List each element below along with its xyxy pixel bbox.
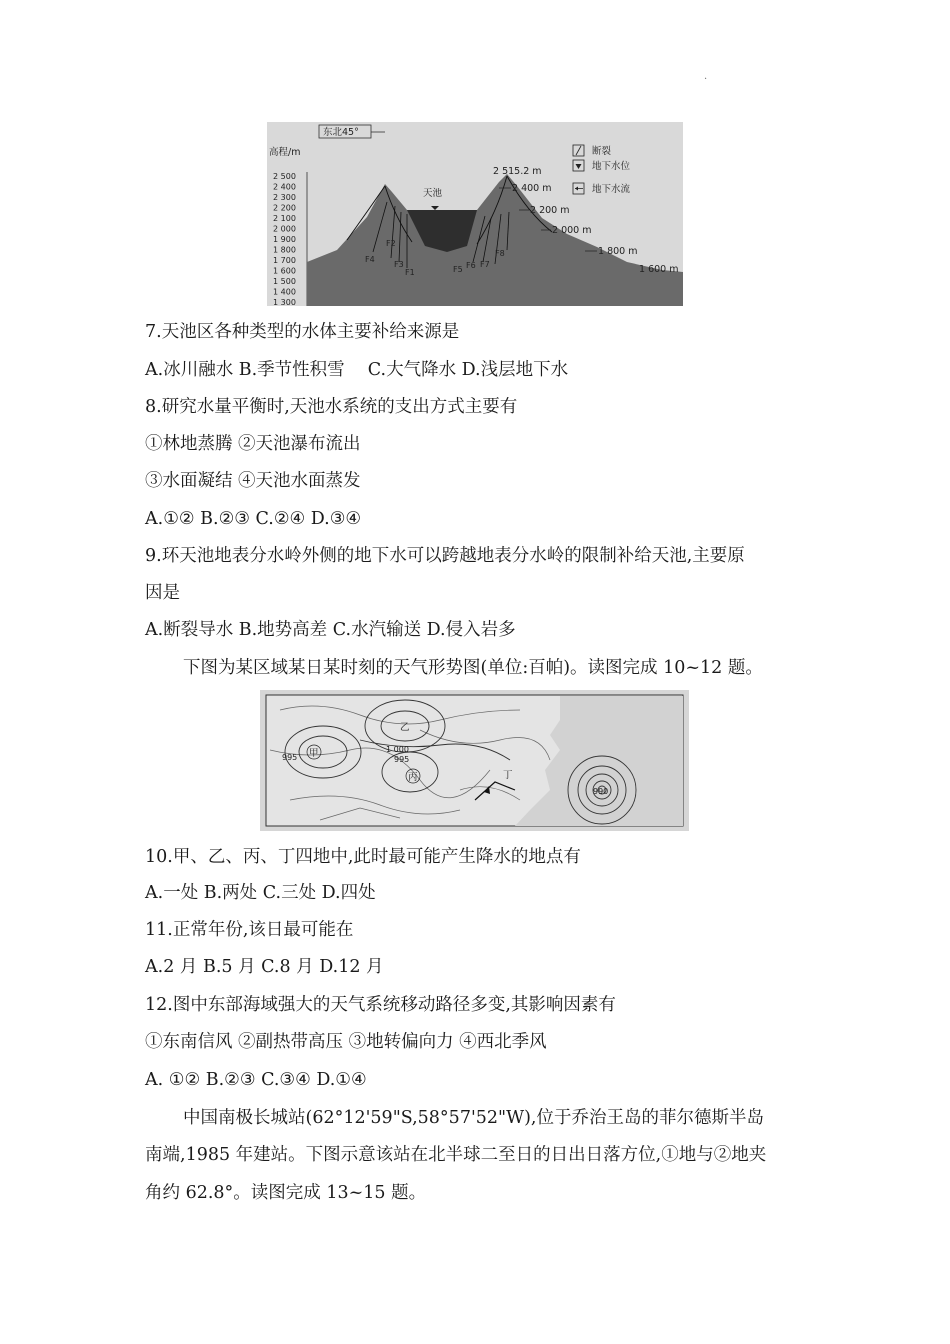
contour-2000: 2 000 m <box>552 225 592 236</box>
weather-intro: 下图为某区域某日某时刻的天气形势图(单位:百帕)。读图完成 10~12 题。 <box>183 658 763 678</box>
y-tick-label: 1 600 <box>273 266 296 276</box>
y-tick-label: 2 400 <box>273 182 296 192</box>
contour-1600: 1 600 m <box>639 264 679 275</box>
fault-label-f5: F5 <box>453 265 463 274</box>
contour-2400: 2 400 m <box>512 183 552 194</box>
scan-dot: · <box>704 74 708 85</box>
tianchi-profile-figure <box>267 122 683 306</box>
fault-label-f1: F1 <box>405 268 415 277</box>
q8-stem: 8.研究水量平衡时,天池水系统的支出方式主要有 <box>145 397 518 417</box>
q8-options: A.①② B.②③ C.②④ D.③④ <box>145 509 362 529</box>
station-intro-line3: 角约 62.8°。读图完成 13~15 题。 <box>145 1183 427 1203</box>
place-label-bing: 丙 <box>408 772 418 783</box>
contour-1800: 1 800 m <box>598 246 638 257</box>
contour-2200: 2 200 m <box>530 205 570 216</box>
q9-stem-line2: 因是 <box>145 583 180 603</box>
direction-label: 东北45° <box>323 127 359 138</box>
y-tick-label: 1 400 <box>273 287 296 297</box>
y-tick-label: 2 300 <box>273 193 296 202</box>
q12-options: A. ①② B.②③ C.③④ D.①④ <box>145 1070 367 1090</box>
isobar-label-995-a: 995 <box>394 755 410 764</box>
q9-stem-line1: 9.环天池地表分水岭外侧的地下水可以跨越地表分水岭的限制补给天池,主要原 <box>145 546 745 566</box>
q9-options: A.断裂导水 B.地势高差 C.水汽输送 D.侵入岩多 <box>145 620 516 640</box>
station-intro-line2: 南端,1985 年建站。下图示意该站在北半球二至日的日出日落方位,①地与②地夹 <box>145 1145 767 1165</box>
fault-label-f7: F7 <box>480 260 490 269</box>
fault-label-f6: F6 <box>466 261 476 270</box>
isobar-label-1000: 1 000 <box>386 745 409 754</box>
y-tick-label: 1 800 <box>273 245 296 255</box>
place-label-ding: 丁 <box>503 770 513 781</box>
q11-stem: 11.正常年份,该日最可能在 <box>145 920 354 940</box>
fault-label-f8: F8 <box>495 249 505 258</box>
lake-label: 天池 <box>423 188 443 199</box>
place-label-jia: 甲 <box>309 748 319 759</box>
fault-label-f4: F4 <box>365 255 375 264</box>
y-tick-label: 1 900 <box>273 235 296 244</box>
weather-map-figure <box>260 690 689 831</box>
q11-options: A.2 月 B.5 月 C.8 月 D.12 月 <box>145 957 384 977</box>
y-tick-label: 2 500 <box>273 172 296 181</box>
q7-options: A.冰川融水 B.季节性积雪 C.大气降水 D.浅层地下水 <box>145 360 569 380</box>
q8-items-1: ①林地蒸腾 ②天池瀑布流出 <box>145 434 361 454</box>
y-tick-label: 1 300 <box>273 298 296 306</box>
fault-label-f3: F3 <box>394 260 404 269</box>
isobar-label-990: 990 <box>593 787 609 796</box>
y-tick-label: 2 000 <box>273 224 296 234</box>
fault-label-f2: F2 <box>386 239 396 248</box>
station-intro-line1: 中国南极长城站(62°12'59"S,58°57'52"W),位于乔治王岛的菲尔德斯半岛 <box>183 1108 764 1128</box>
isobar-label-995-b: 995 <box>282 753 298 762</box>
legend-fault-label: 断裂 <box>592 146 612 157</box>
y-tick-label: 1 500 <box>273 277 296 286</box>
y-tick-label: 2 200 <box>273 203 296 213</box>
q10-stem: 10.甲、乙、丙、丁四地中,此时最可能产生降水的地点有 <box>145 847 581 867</box>
legend-groundwater-level: 地下水位 <box>592 161 631 172</box>
y-tick-label: 1 700 <box>273 256 296 265</box>
peak-label: 2 515.2 m <box>493 166 542 177</box>
q7-stem: 7.天池区各种类型的水体主要补给来源是 <box>145 322 460 342</box>
q10-options: A.一处 B.两处 C.三处 D.四处 <box>145 883 376 903</box>
axis-title: 高程/m <box>269 147 301 158</box>
q12-stem: 12.图中东部海域强大的天气系统移动路径多变,其影响因素有 <box>145 995 616 1015</box>
place-label-yi: 乙 <box>400 722 410 733</box>
q8-items-2: ③水面凝结 ④天池水面蒸发 <box>145 471 361 491</box>
y-tick-label: 2 100 <box>273 214 296 223</box>
legend-groundwater-flow: 地下水流 <box>592 184 631 195</box>
q12-items: ①东南信风 ②副热带高压 ③地转偏向力 ④西北季风 <box>145 1032 547 1052</box>
